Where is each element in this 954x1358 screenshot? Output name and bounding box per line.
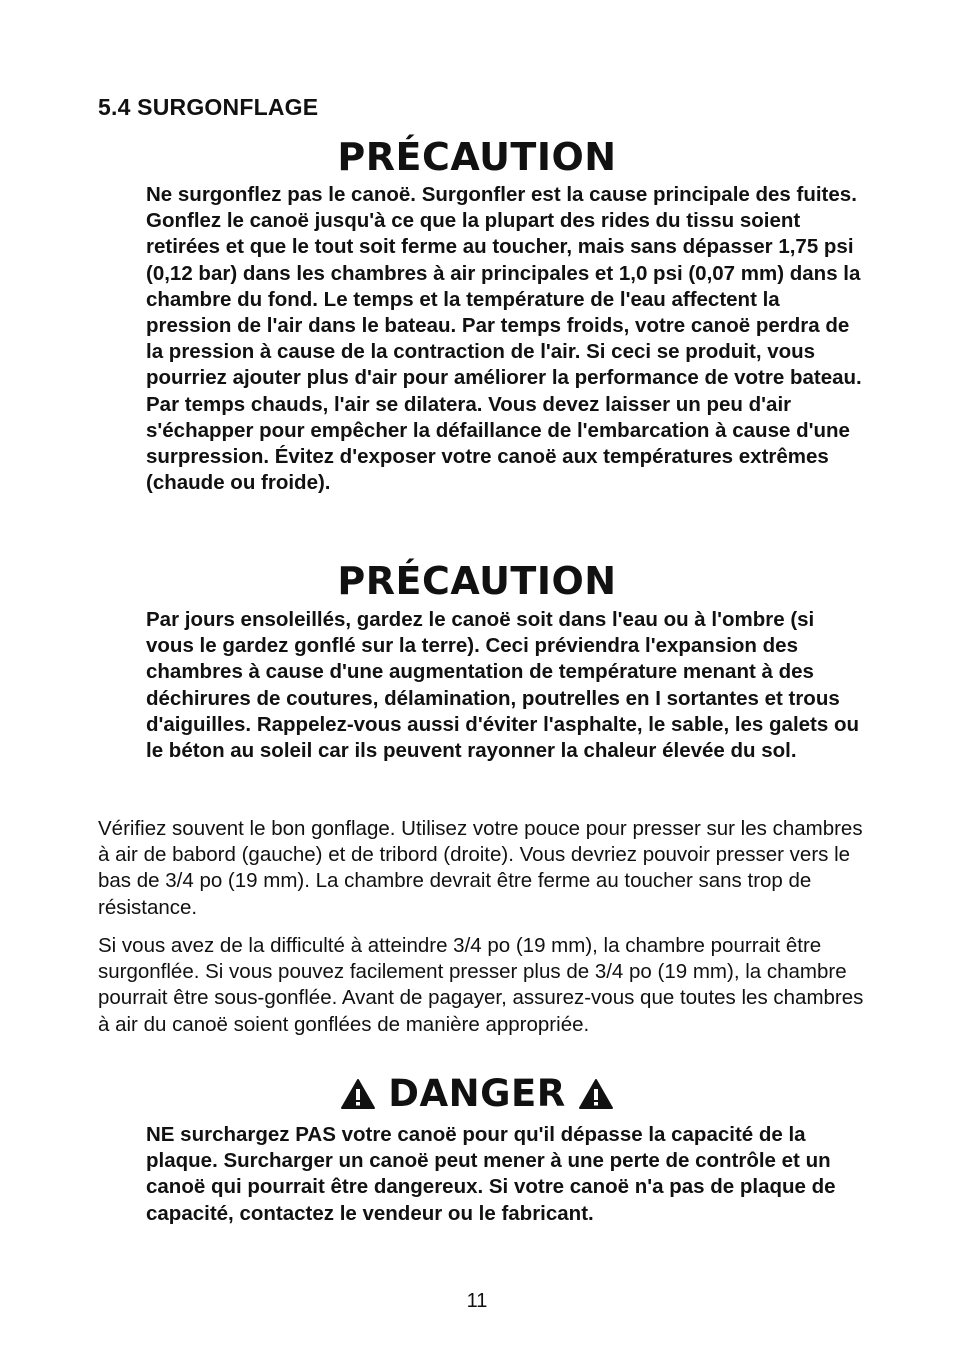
precaution-body: Ne surgonflez pas le canoë. Surgonfler est la cause principale des fuites. Gonflez le canoë jusqu'à ce que la plupart des rides du tissu soient retirées et que le tout soit ferme au toucher, mais sans dépasser 1,75 psi (0,12 bar) dans les chambres à air principales et 1,0 psi (0,07 mm) dans la chambre du fond. Le temps et la température de l'eau affectent la pression de l'air dans le bateau. Par temps froids, votre canoë perdra de la pression à cause de la contraction de l'air. Si ceci se produit, vous pourriez ajouter plus d'air pour améliorer la performance de votre bateau. Par temps chauds, l'air se dilatera. Vous devez laisser un peu d'air s'échapper pour empêcher la défaillance de l'embarcation à cause d'une surpression. Évitez d'exposer votre canoë aux températures extrêmes (chaude ou froide). xyxy=(146,183,862,495)
precaution-title: PRÉCAUTION xyxy=(337,135,617,179)
precaution-body-2: Par jours ensoleillés, gardez le canoë soit dans l'eau ou à l'ombre (si vous le gardez gonflé sur la terre). Ceci préviendra l'expansion des chambres à cause d'une augmentation de température menant à des déchirures de coutures, délamination, poutrelles en I sortantes et trous d'aiguilles. Rappelez-vous aussi d'éviter l'asphalte, le sable, les galets ou le béton au soleil car ils peuvent rayonner la chaleur élevée du sol. xyxy=(146,608,860,763)
body-paragraph-inflation-check: Vérifiez souvent le bon gonflage. Utilisez votre pouce pour presser sur les chambres à air de babord (gauche) et de tribord (droite). Vous devriez pouvoir presser vers le bas de 3/4 po (19 mm). La chambre devrait être ferme au toucher sans trop de résistance. xyxy=(98,817,863,919)
section-heading: 5.4 SURGONFLAGE xyxy=(98,94,319,120)
precaution-title-2: PRÉCAUTION xyxy=(337,559,617,603)
warning-triangle-icon xyxy=(340,1078,376,1110)
warning-triangle-icon xyxy=(578,1078,614,1110)
danger-body: NE surchargez PAS votre canoë pour qu'il dépasse la capacité de la plaque. Surcharger un canoë peut mener à une perte de contrôle et un canoë qui pourrait être dangereux. Si votre canoë n'a pas de plaque de capacité, contactez le vendeur ou le fabricant. xyxy=(146,1123,836,1225)
page-number: 11 xyxy=(466,1290,488,1312)
body-paragraph-inflation-difficulty: Si vous avez de la difficulté à atteindre 3/4 po (19 mm), la chambre pourrait être surgonflée. Si vous pouvez facilement presser plus de 3/4 po (19 mm), la chambre pourrait être sous-gonflée. Avant de pagayer, assurez-vous que toutes les chambres à air du canoë soient gonflées de manière appropriée. xyxy=(98,934,864,1036)
danger-heading xyxy=(0,1072,954,1115)
danger-title: DANGER xyxy=(388,1072,566,1115)
